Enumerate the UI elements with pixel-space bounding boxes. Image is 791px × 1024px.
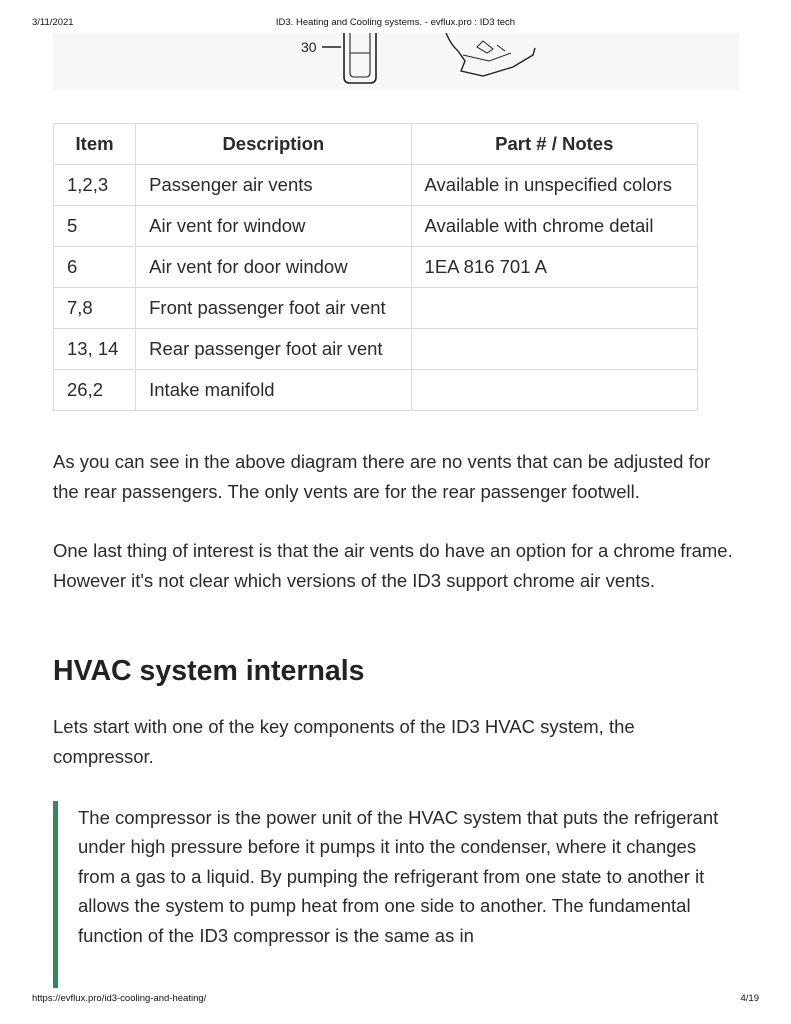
cell-item: 6 [54, 247, 136, 288]
cell-description: Rear passenger foot air vent [136, 329, 411, 370]
blockquote [53, 801, 744, 988]
table-row [54, 206, 698, 247]
col-header-part-notes: Part # / Notes [411, 124, 697, 165]
table-header-row [54, 124, 698, 165]
cell-item: 5 [54, 206, 136, 247]
cell-notes [411, 370, 697, 411]
cell-description: Intake manifold [136, 370, 411, 411]
cell-item: 26,2 [54, 370, 136, 411]
parts-table [53, 123, 698, 411]
cell-description: Air vent for door window [136, 247, 411, 288]
vent-diagram-figure [53, 33, 739, 90]
cell-item: 7,8 [54, 288, 136, 329]
cell-notes: Available in unspecified colors [411, 165, 697, 206]
table-row [54, 247, 698, 288]
cell-notes [411, 329, 697, 370]
cell-notes [411, 288, 697, 329]
cell-item: 13, 14 [54, 329, 136, 370]
col-header-description: Description [136, 124, 411, 165]
print-url: https://evflux.pro/id3-cooling-and-heating/ [32, 993, 207, 1004]
col-header-item: Item [54, 124, 136, 165]
section-heading: HVAC system internals [53, 655, 365, 687]
cell-notes: 1EA 816 701 A [411, 247, 697, 288]
print-date: 3/11/2021 [32, 17, 74, 28]
print-header [32, 17, 759, 31]
table-row [54, 288, 698, 329]
cell-description: Air vent for window [136, 206, 411, 247]
cell-notes: Available with chrome detail [411, 206, 697, 247]
table-row [54, 165, 698, 206]
callout-label: 30 [301, 39, 317, 55]
paragraph-intro-compressor: Lets start with one of the key components of the ID3 HVAC system, the compressor. [53, 716, 635, 767]
paragraph-chrome-frame: One last thing of interest is that the air vents do have an option for a chrome frame. However it's not clear which versions of the ID3 support chrome air vents. [53, 540, 733, 591]
paragraph-rear-vents: As you can see in the above diagram there are no vents that can be adjusted for the rear passengers. The only vents are for the rear passenger footwell. [53, 451, 711, 502]
print-footer [32, 993, 759, 1007]
cell-description: Front passenger foot air vent [136, 288, 411, 329]
table-row [54, 370, 698, 411]
table-row [54, 329, 698, 370]
blockquote-text: The compressor is the power unit of the HVAC system that puts the refrigerant under high pressure before it pumps it into the condenser, where it changes from a gas to a liquid. By pumping the refrigerant from one state to another it allows the system to pump heat from one side to another. The fundamental function of the ID3 compressor is the same as in [78, 807, 719, 946]
cell-description: Passenger air vents [136, 165, 411, 206]
vent-diagram-drawing [53, 33, 739, 90]
print-page-title: ID3. Heating and Cooling systems. - evflux.pro : ID3 tech [275, 17, 516, 28]
page-number: 4/19 [740, 993, 759, 1004]
cell-item: 1,2,3 [54, 165, 136, 206]
